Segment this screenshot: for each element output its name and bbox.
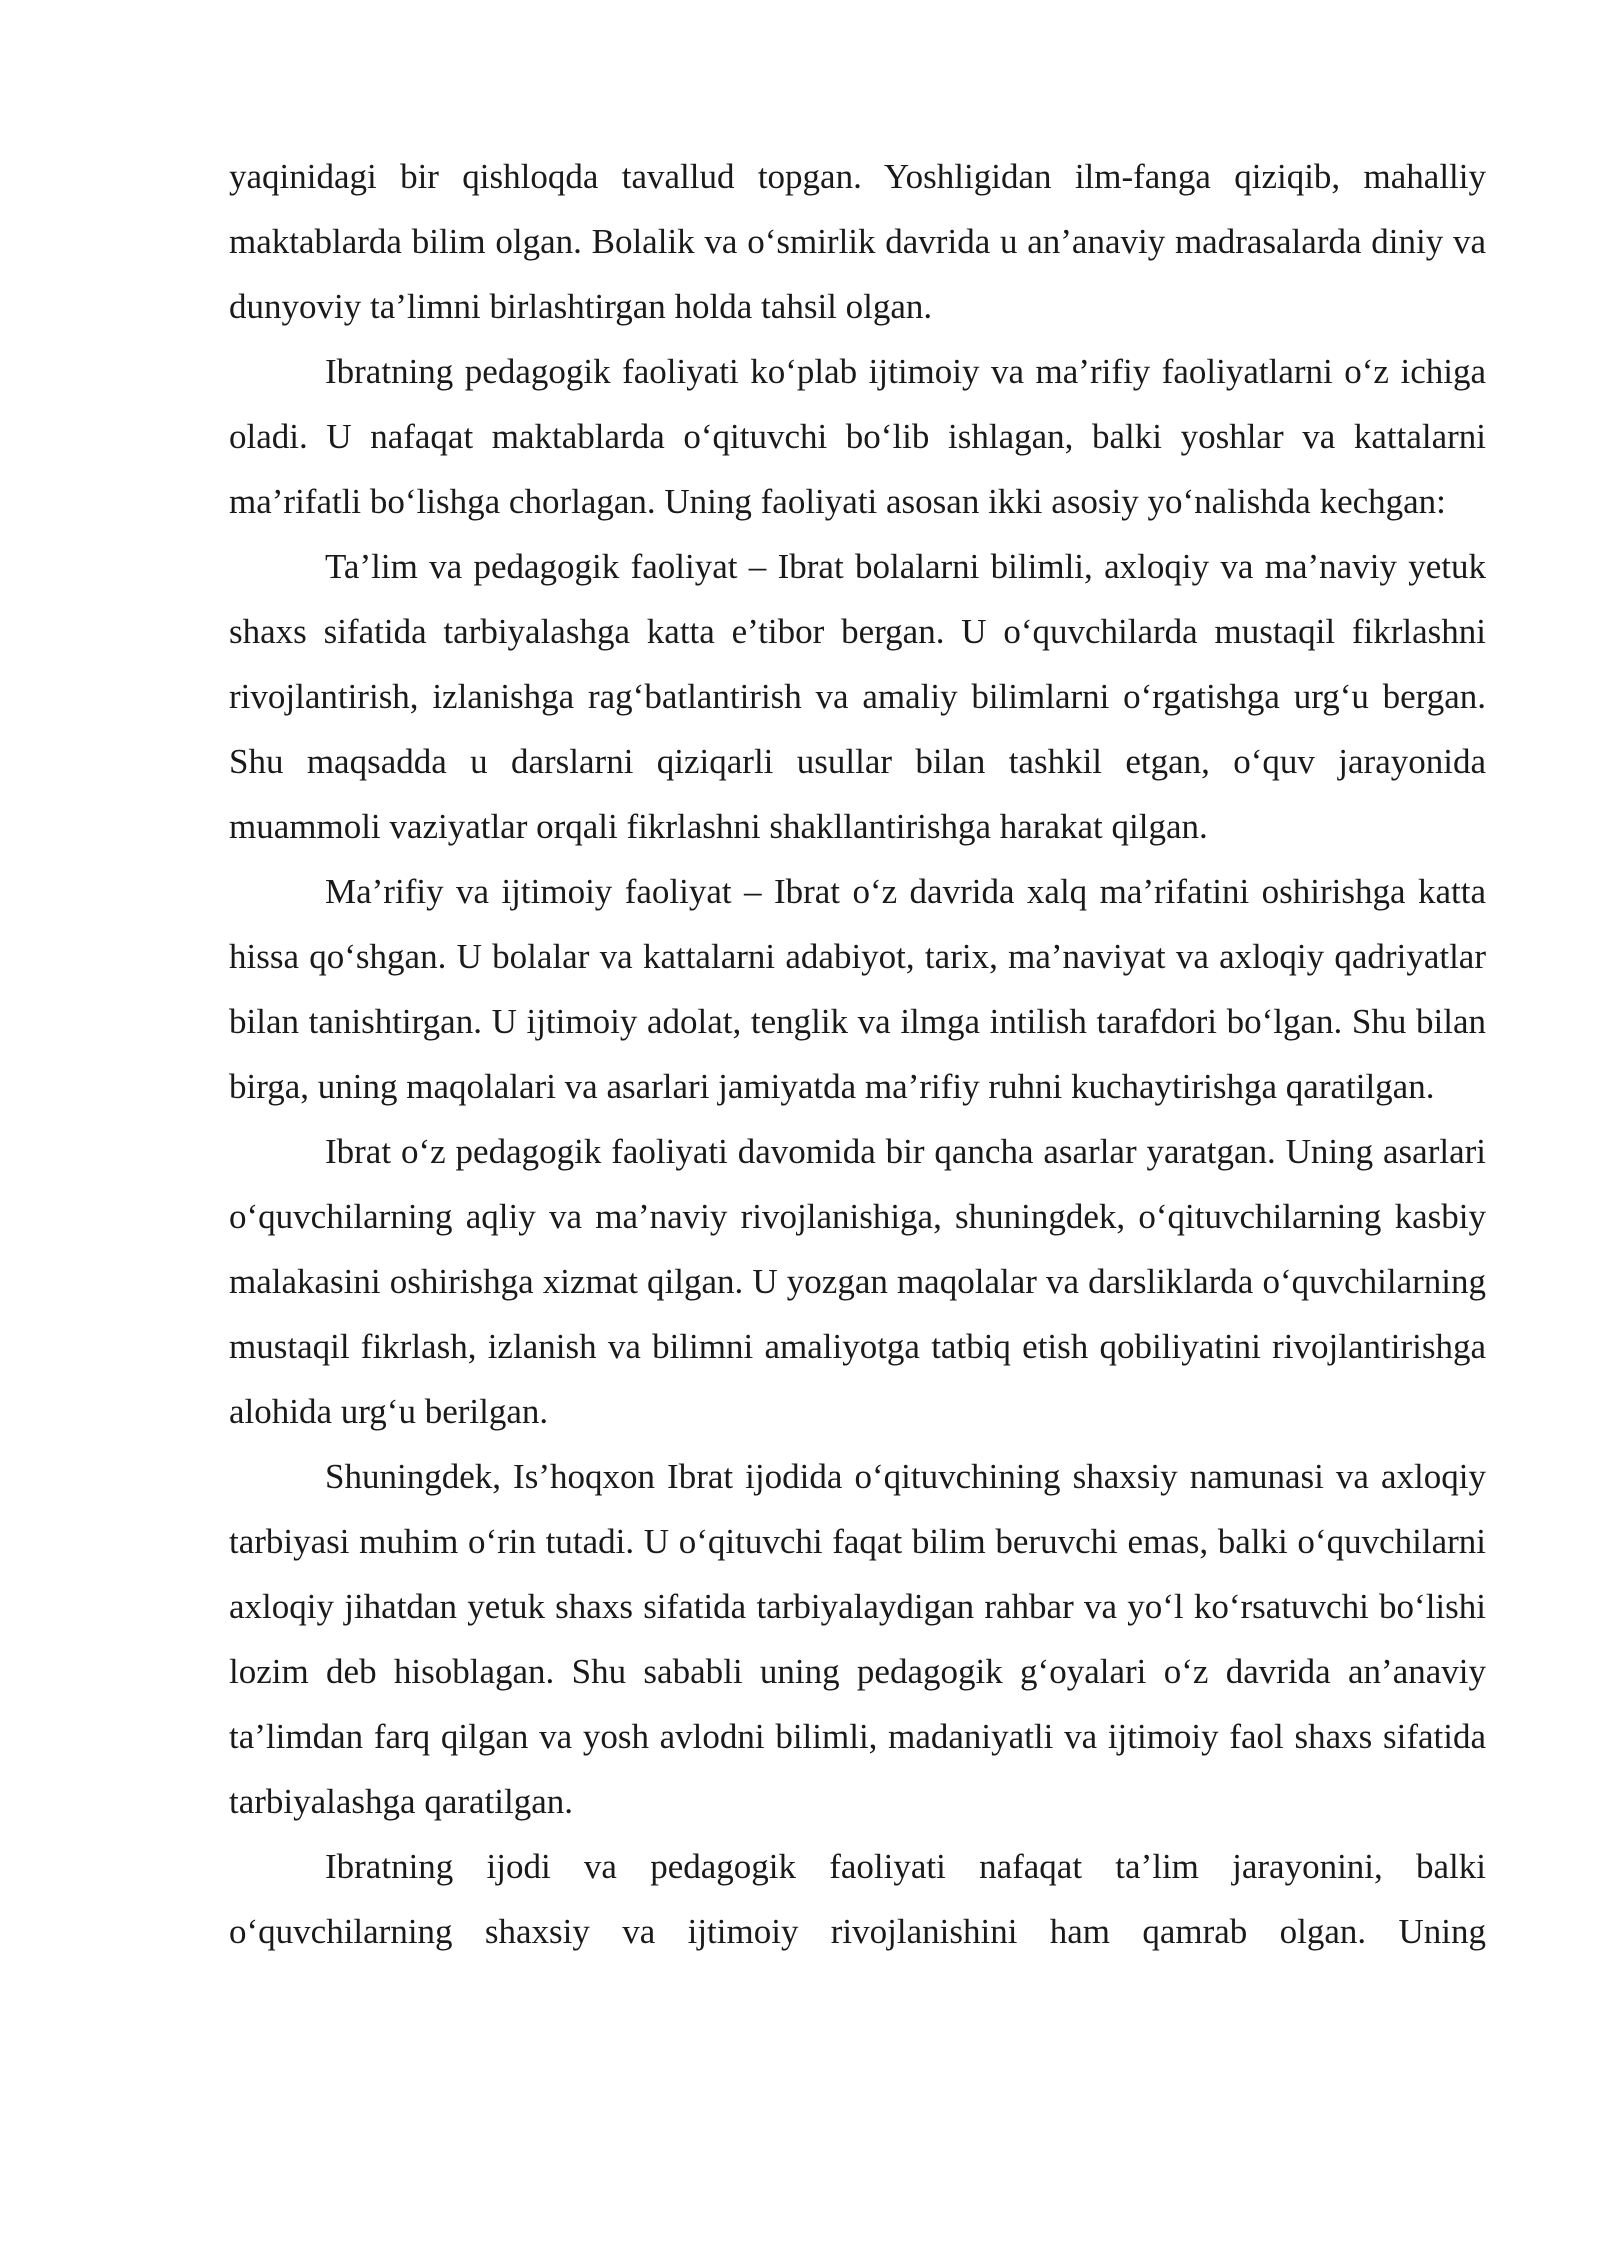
paragraph-4: Ma’rifiy va ijtimoiy faoliyat – Ibrat o‘z davrida xalq ma’rifatini oshirishga katta hissa qo‘shgan. U bolalar va kattalarni adabiyot, tarix, ma’naviyat va axloqiy qadriyatlar bilan tanishtirgan. U ijtimoiy adolat, tenglik va ilmga intilish tarafdori bo‘lgan. Shu bilan birga, uning maqolalari va asarlari jamiyatda ma’rifiy ruhni kuchaytirishga qaratilgan. [229, 872, 1486, 1106]
paragraph-6: Shuningdek, Is’hoqxon Ibrat ijodida o‘qituvchining shaxsiy namunasi va axloqiy tarbiyasi muhim o‘rin tutadi. U o‘qituvchi faqat bilim beruvchi emas, balki o‘quvchilarni axloqiy jihatdan yetuk shaxs sifatida tarbiyalaydigan rahbar va yo‘l ko‘rsatuvchi bo‘lishi lozim deb hisoblagan. Shu sababli uning pedagogik g‘oyalari o‘z davrida an’anaviy ta’limdan farq qilgan va yosh avlodni bilimli, madaniyatli va ijtimoiy faol shaxs sifatida tarbiyalashga qaratilgan. [229, 1457, 1486, 1821]
paragraph-7: Ibratning ijodi va pedagogik faoliyati nafaqat ta’lim jarayonini, balki o‘quvchilarning shaxsiy va ijtimoiy rivojlanishini ham qamrab olgan. Uning [229, 1847, 1486, 1951]
document-page [229, 144, 1486, 1964]
paragraph-1: yaqinidagi bir qishloqda tavallud topgan. Yoshligidan ilm-fanga qiziqib, mahalliy maktablarda bilim olgan. Bolalik va o‘smirlik davrida u an’anaviy madrasalarda diniy va dunyoviy ta’limni birlashtirgan holda tahsil olgan. [229, 157, 1486, 326]
paragraph-2: Ibratning pedagogik faoliyati ko‘plab ijtimoiy va ma’rifiy faoliyatlarni o‘z ichiga oladi. U nafaqat maktablarda o‘qituvchi bo‘lib ishlagan, balki yoshlar va kattalarni ma’rifatli bo‘lishga chorlagan. Uning faoliyati asosan ikki asosiy yo‘nalishda kechgan: [229, 352, 1486, 521]
paragraph-5: Ibrat o‘z pedagogik faoliyati davomida bir qancha asarlar yaratgan. Uning asarlari o‘quvchilarning aqliy va ma’naviy rivojlanishiga, shuningdek, o‘qituvchilarning kasbiy malakasini oshirishga xizmat qilgan. U yozgan maqolalar va darsliklarda o‘quvchilarning mustaqil fikrlash, izlanish va bilimni amaliyotga tatbiq etish qobiliyatini rivojlantirishga alohida urg‘u berilgan. [229, 1132, 1486, 1431]
paragraph-3: Ta’lim va pedagogik faoliyat – Ibrat bolalarni bilimli, axloqiy va ma’naviy yetuk shaxs sifatida tarbiyalashga katta e’tibor bergan. U o‘quvchilarda mustaqil fikrlashni rivojlantirish, izlanishga rag‘batlantirish va amaliy bilimlarni o‘rgatishga urg‘u bergan. Shu maqsadda u darslarni qiziqarli usullar bilan tashkil etgan, o‘quv jarayonida muammoli vaziyatlar orqali fikrlashni shakllantirishga harakat qilgan. [229, 547, 1486, 846]
